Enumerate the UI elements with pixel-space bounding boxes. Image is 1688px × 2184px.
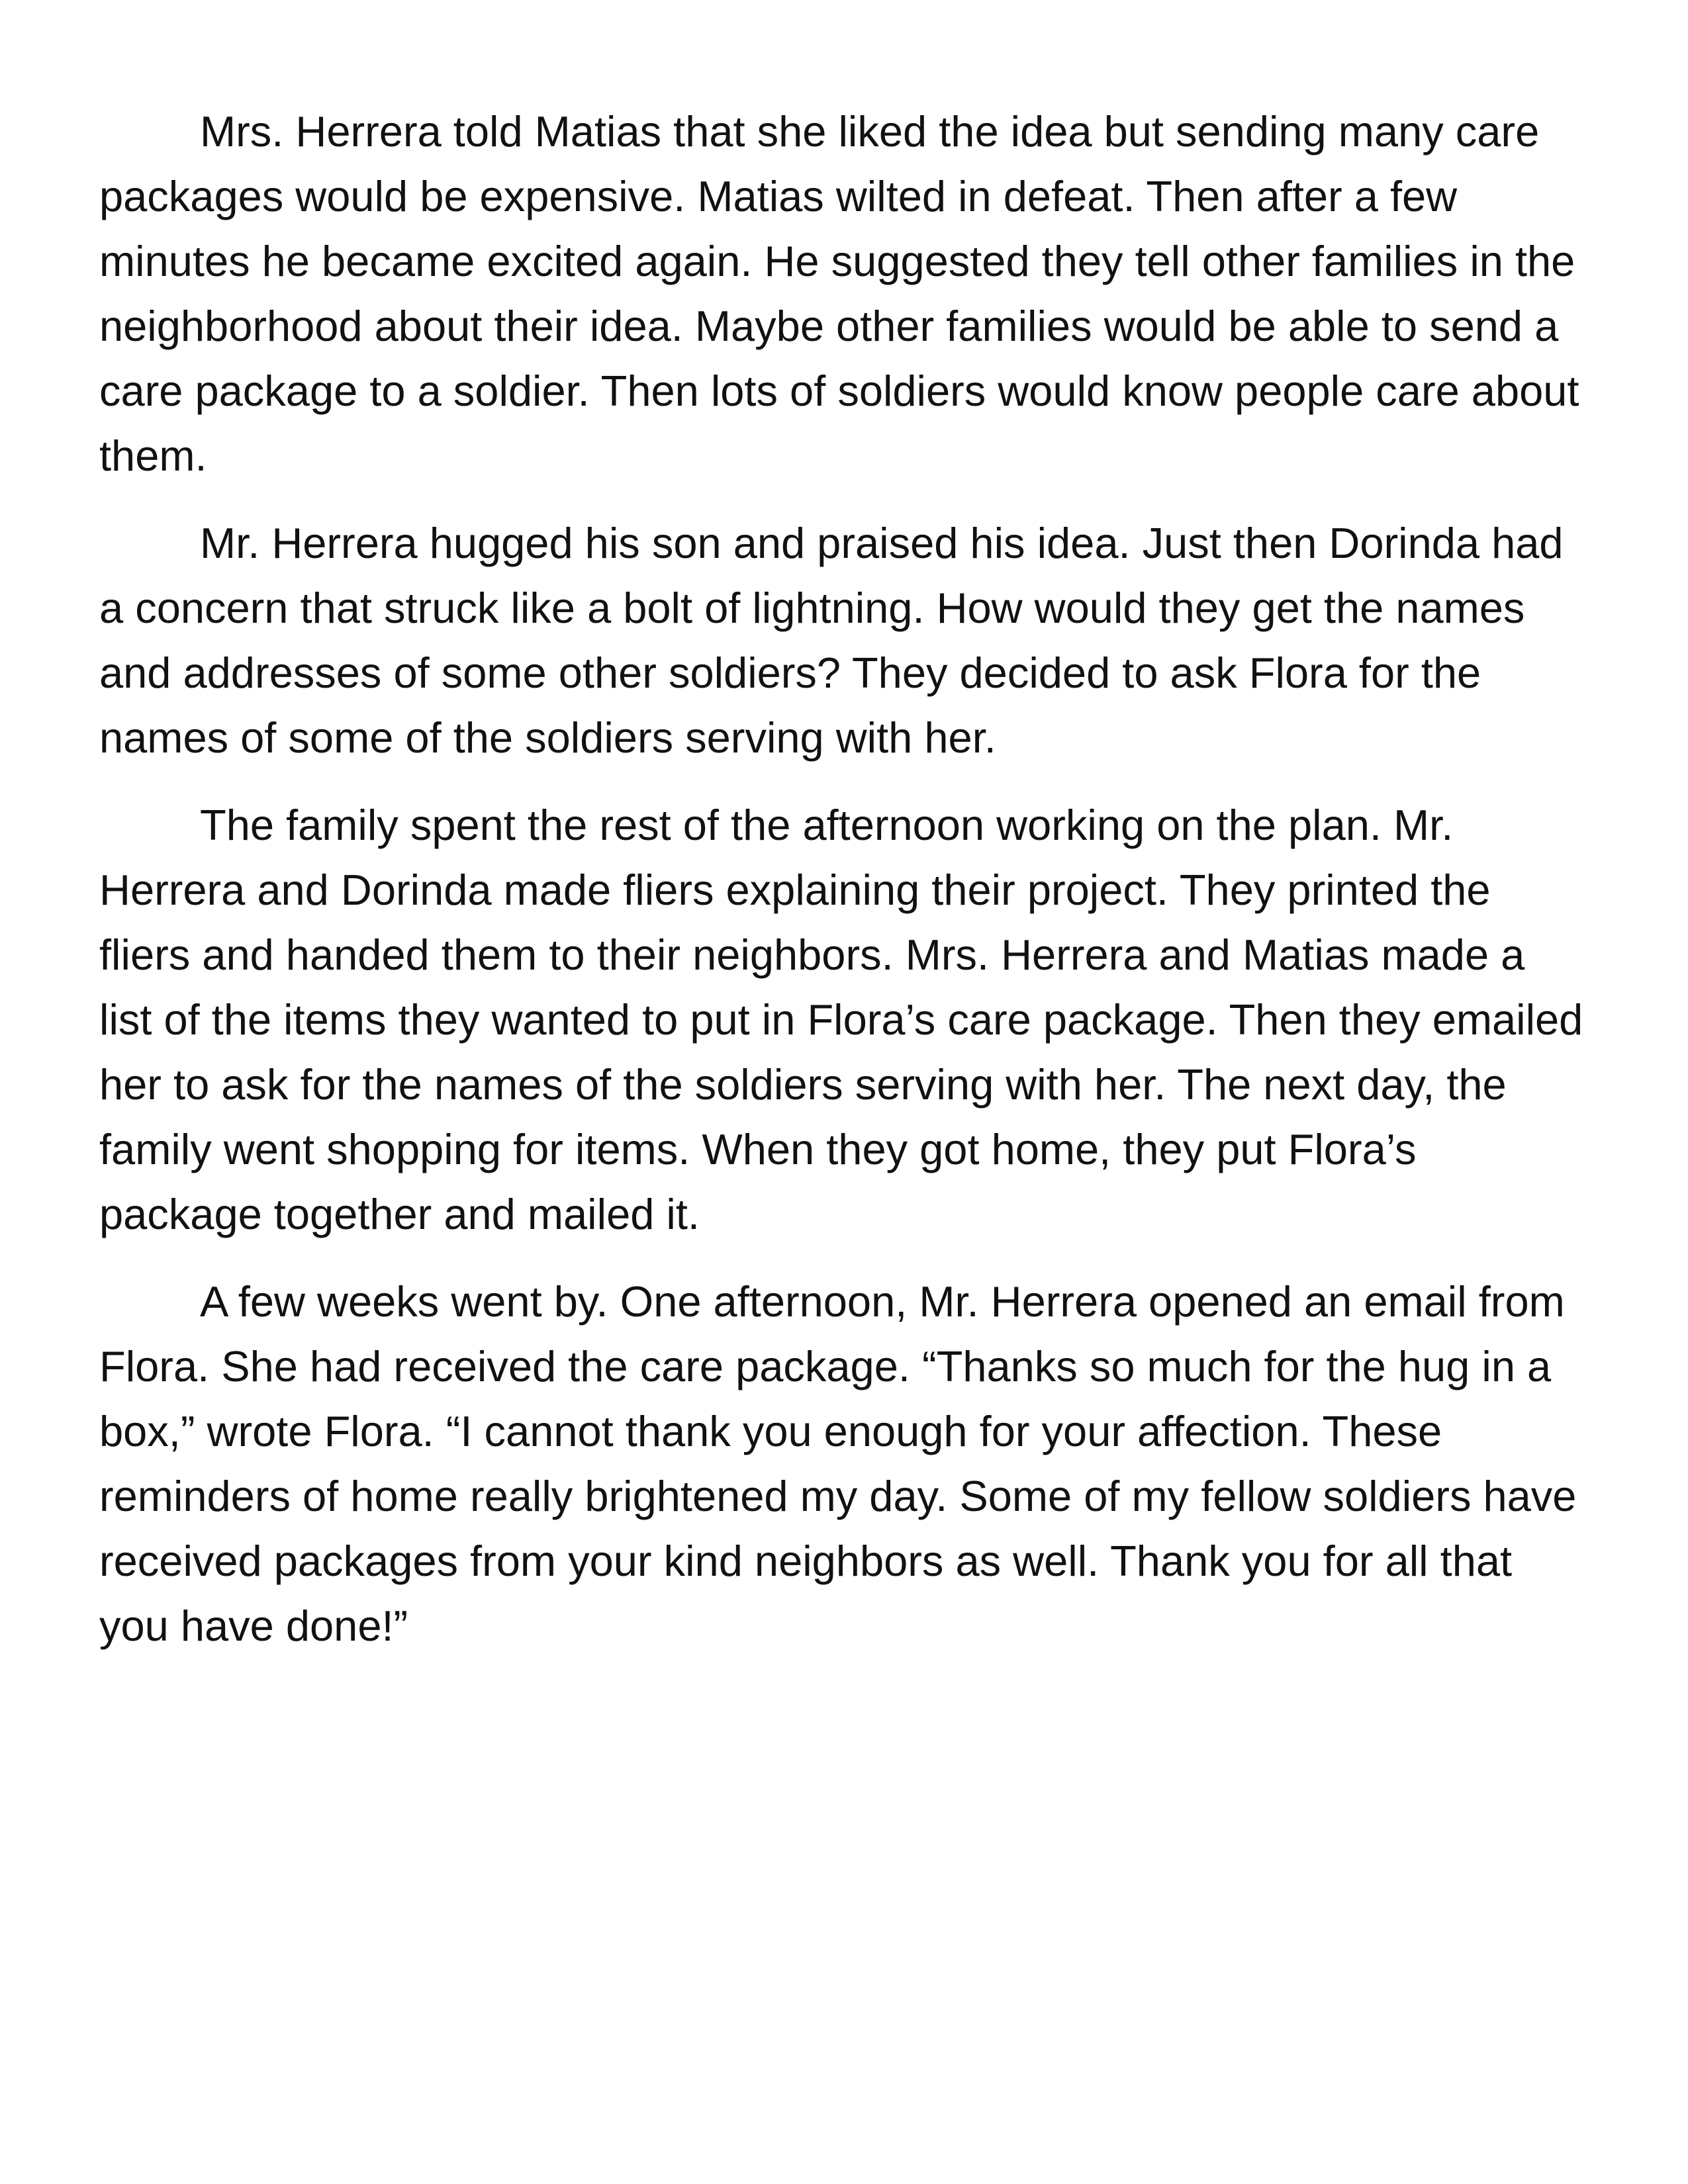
story-paragraph: Mrs. Herrera told Matias that she liked the idea but sending many care packages would be expensive. Matias wilted in defeat. Then after a few minutes he became excited again. He suggested they tell other families in the neighborhood about their idea. Maybe other families would be able to send a care package to a soldier. Then lots of soldiers would know people care about them.	[99, 107, 1579, 480]
story-paragraph: A few weeks went by. One afternoon, Mr. Herrera opened an email from Flora. She had received the care package. “Thanks so much for the hug in a box,” wrote Flora. “I cannot thank you enough for your affection. These reminders of home really brightened my day. Some of my fellow soldiers have received packages from your kind neighbors as well. Thank you for all that you have done!”	[99, 1277, 1577, 1650]
story-paragraph: The family spent the rest of the afternoon working on the plan. Mr. Herrera and Dorinda made fliers explaining their project. They printed the fliers and handed them to their neighbors. Mrs. Herrera and Matias made a list of the items they wanted to put in Flora’s care package. Then they emailed her to ask for the names of the soldiers serving with her. The next day, the family went shopping for items. When they got home, they put Flora’s package together and mailed it.	[99, 801, 1583, 1238]
document-page	[99, 99, 1589, 1681]
story-paragraph: Mr. Herrera hugged his son and praised his idea. Just then Dorinda had a concern that struck like a bolt of lightning. How would they get the names and addresses of some other soldiers? They decided to ask Flora for the names of some of the soldiers serving with her.	[99, 519, 1564, 762]
